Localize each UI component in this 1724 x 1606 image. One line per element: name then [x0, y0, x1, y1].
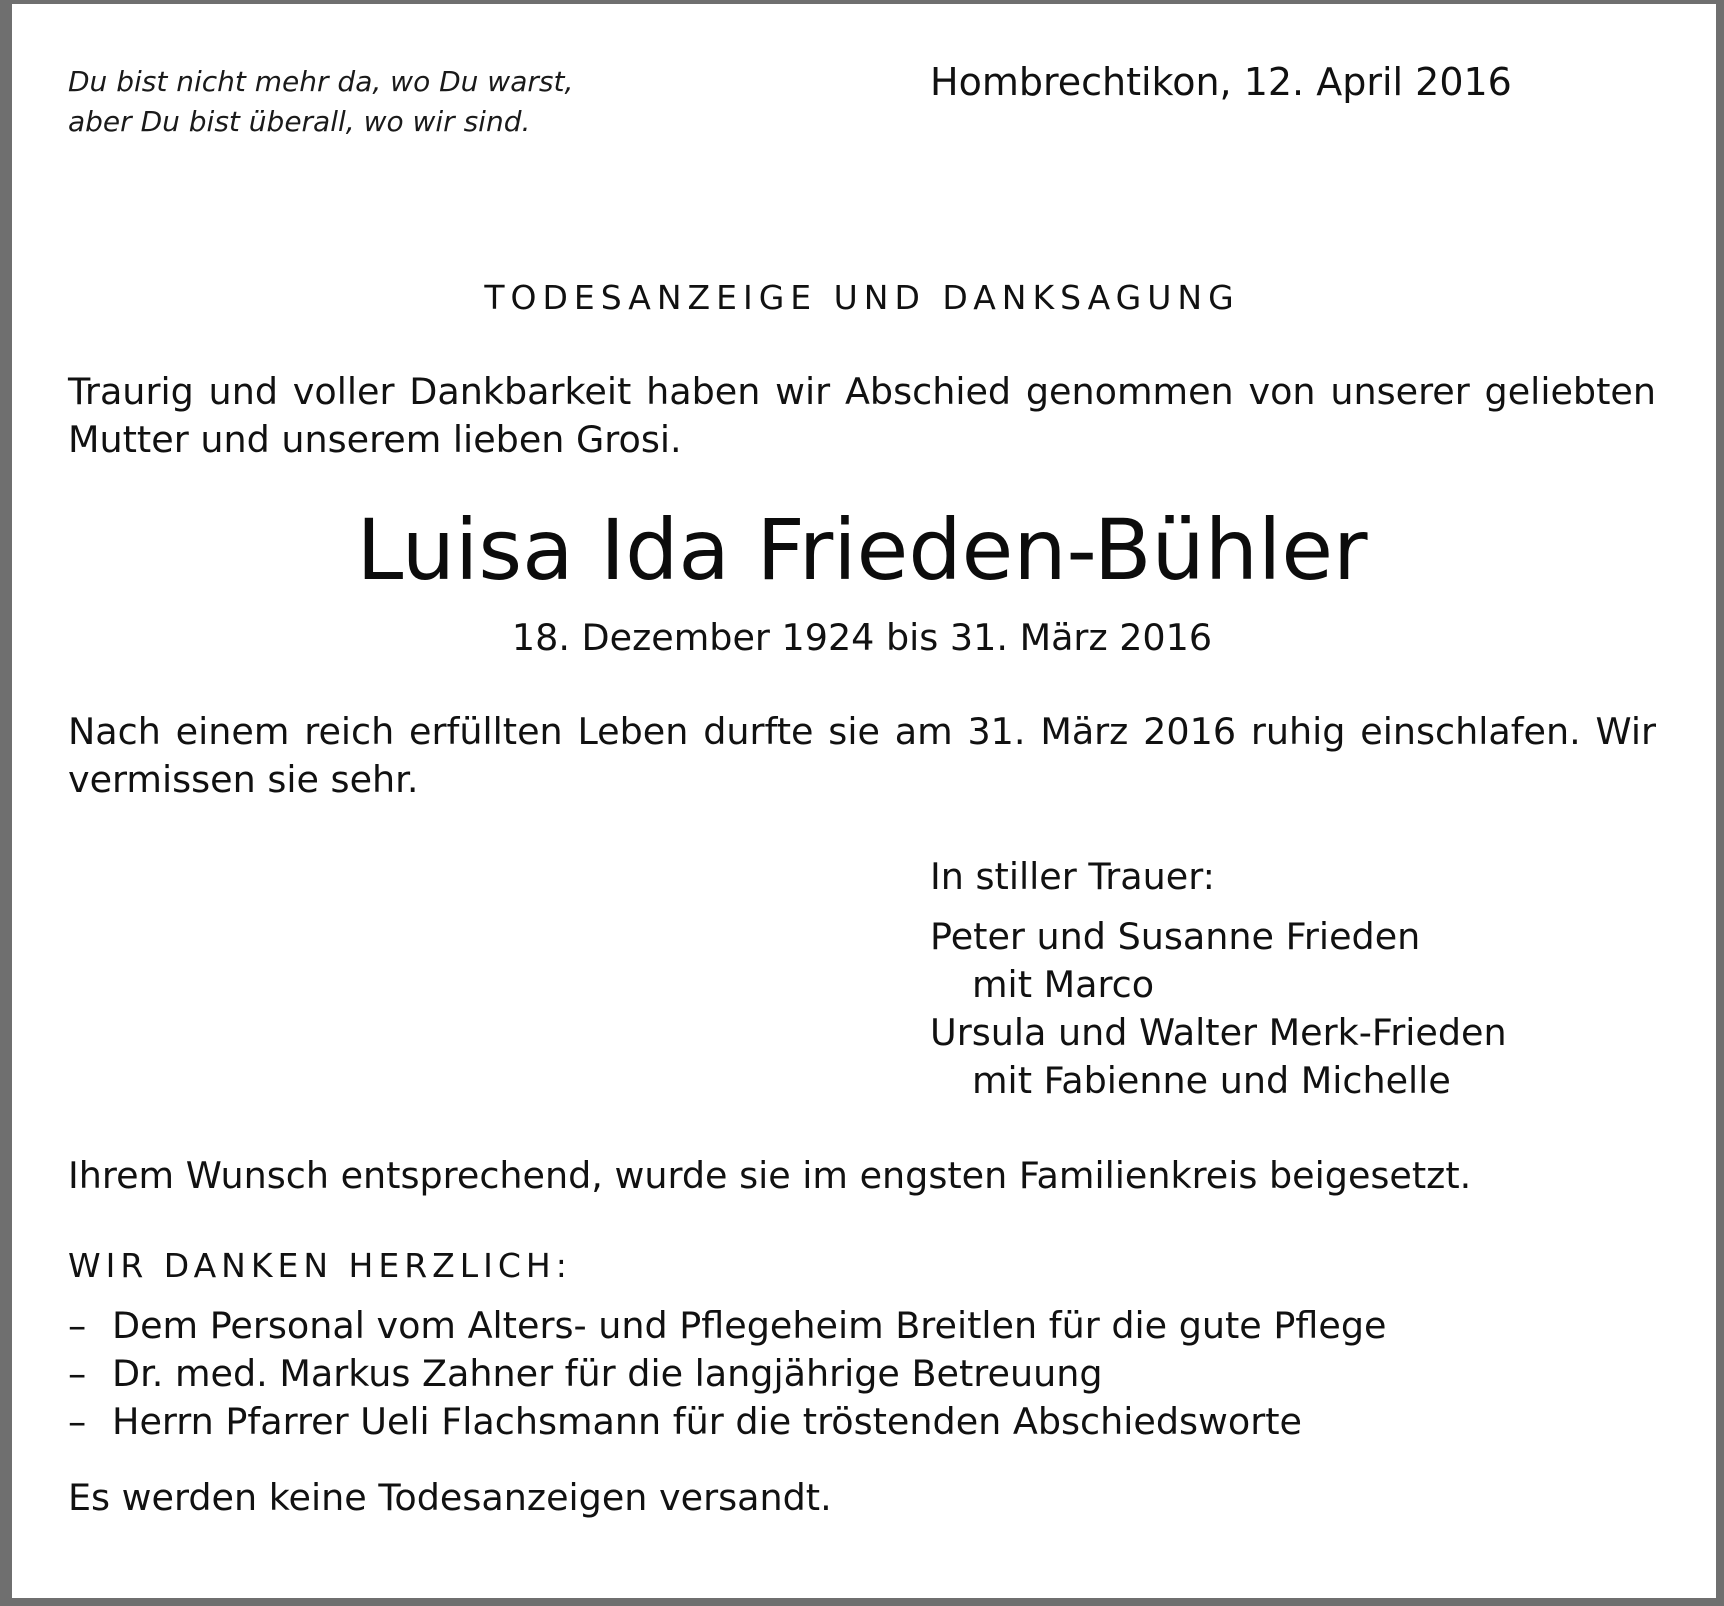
thanks-item-text: Herrn Pfarrer Ueli Flachsmann für die tröstenden Abschiedsworte: [112, 1400, 1302, 1443]
thanks-heading: WIR DANKEN HERZLICH:: [68, 1246, 572, 1285]
thanks-item-text: Dr. med. Markus Zahner für die langjährige Betreuung: [112, 1352, 1103, 1395]
motto-quote: [68, 62, 573, 142]
dash-bullet: –: [68, 1304, 87, 1347]
mourner-line: mit Marco: [972, 963, 1155, 1006]
mourner-line: Peter und Susanne Frieden: [930, 915, 1421, 958]
place-date: Hombrechtikon, 12. April 2016: [930, 60, 1512, 104]
motto-line-1: Du bist nicht mehr da, wo Du warst,: [68, 65, 574, 98]
list-item: [68, 1398, 1386, 1446]
deceased-name: Luisa Ida Frieden-Bühler: [356, 501, 1368, 599]
list-item: [68, 1302, 1386, 1350]
mourners-heading: In stiller Trauer:: [930, 855, 1215, 898]
dash-bullet: –: [68, 1352, 87, 1395]
thanks-list: [68, 1302, 1386, 1446]
thanks-item-text: Dem Personal vom Alters- und Pflegeheim Breitlen für die gute Pflege: [112, 1304, 1387, 1347]
notice-heading: TODESANZEIGE UND DANKSAGUNG: [484, 278, 1240, 317]
dash-bullet: –: [68, 1400, 87, 1443]
tribute-paragraph: Nach einem reich erfüllten Leben durfte sie am 31. März 2016 ruhig einschlafen. Wir vermissen sie sehr.: [68, 710, 1656, 801]
mourners-block: [930, 853, 1507, 1105]
mourner-line: Ursula und Walter Merk-Frieden: [930, 1011, 1507, 1054]
motto-line-2: aber Du bist überall, wo wir sind.: [68, 105, 531, 138]
life-dates: 18. Dezember 1924 bis 31. März 2016: [511, 616, 1213, 659]
closing-note: Es werden keine Todesanzeigen versandt.: [68, 1476, 832, 1519]
burial-note: Ihrem Wunsch entsprechend, wurde sie im engsten Familienkreis beigesetzt.: [68, 1154, 1472, 1197]
mourner-line: mit Fabienne und Michelle: [972, 1059, 1451, 1102]
intro-paragraph: Traurig und voller Dankbarkeit haben wir Abschied genommen von unserer geliebten Mutter und unserem lieben Grosi.: [68, 370, 1656, 461]
list-item: [68, 1350, 1386, 1398]
